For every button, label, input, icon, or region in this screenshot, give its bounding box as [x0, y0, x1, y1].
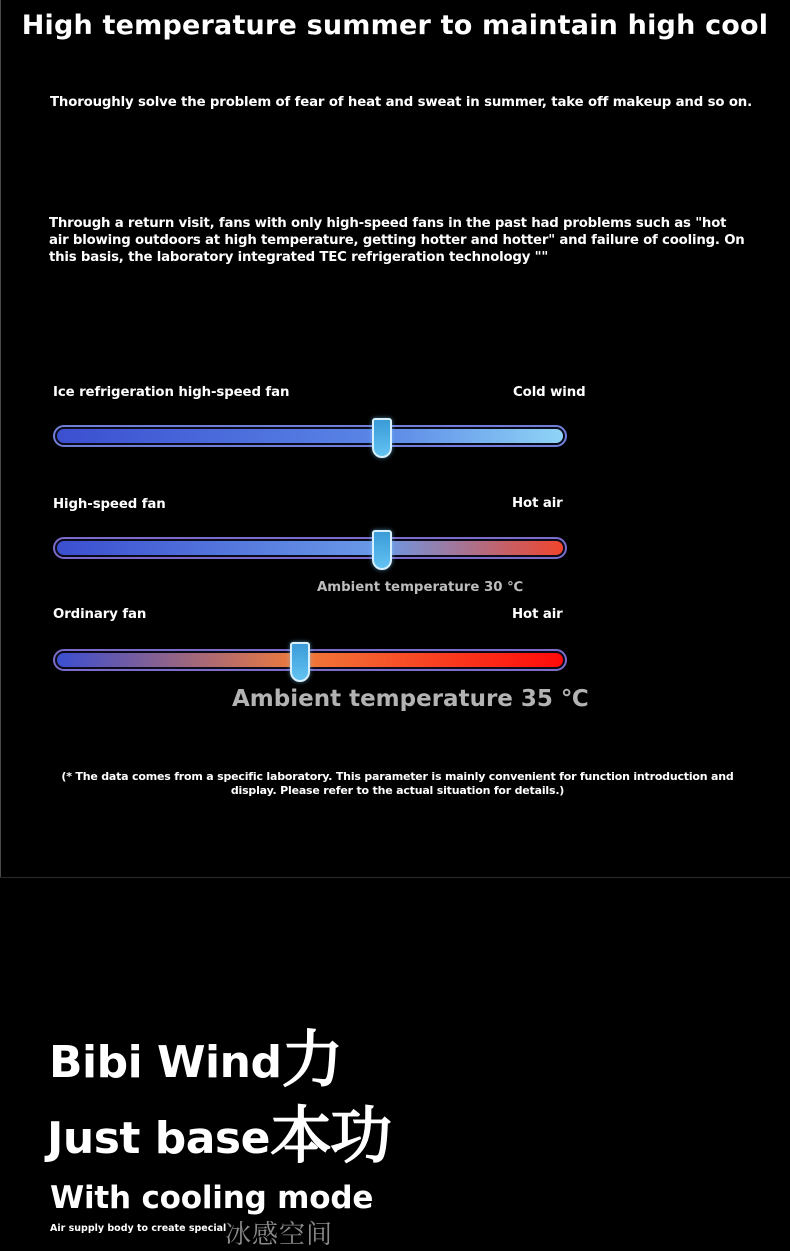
temperature-bar-ordinary-fan: [53, 649, 567, 671]
temperature-fill: [57, 429, 563, 443]
ice-space-text: 冰感空间: [225, 1220, 334, 1250]
promo-line-basics: [47, 1086, 390, 1175]
lab-data-footnote: (* The data comes from a specific laboratory. This parameter is mainly convenient for function introduction and display. Please refer to the actual situation for details.): [61, 770, 734, 797]
air-supply-text: Air supply body to create special: [50, 1223, 227, 1234]
bar-result-hot-air: Hot air: [512, 607, 563, 622]
bar-label-ice-fan: Ice refrigeration high-speed fan: [53, 385, 290, 400]
slider-knob-ordinary-fan: [290, 642, 310, 682]
ambient-temperature-35: Ambient temperature 35 ℃: [232, 686, 589, 712]
promo-line2-cjk: 本功: [269, 1099, 390, 1172]
intro-text: Thoroughly solve the problem of fear of heat and sweat in summer, take off makeup and so on.: [50, 95, 753, 110]
story-text: Through a return visit, fans with only high-speed fans in the past had problems such as "hot air blowing outdoors at high temperature, getting hotter and hotter" and failure of cooling. On this basis, the laboratory integrated TEC refrigeration technology "": [49, 216, 745, 265]
temperature-bar-ice-fan: [53, 425, 567, 447]
page-headline: High temperature summer to maintain high cool: [21, 10, 769, 41]
promo-line1-cjk: 力: [281, 1023, 342, 1096]
temperature-fill: [57, 541, 563, 555]
slider-knob-ice-fan: [372, 418, 392, 458]
temperature-bar-high-speed-fan: [53, 537, 567, 559]
bar-label-high-speed-fan: High-speed fan: [53, 497, 166, 512]
bar-result-cold-wind: Cold wind: [513, 385, 586, 400]
temperature-fill: [57, 653, 563, 667]
slider-knob-high-speed-fan: [372, 530, 392, 570]
cooling-mode-title: With cooling mode: [50, 1180, 374, 1216]
section-edge-line: [0, 0, 1, 878]
bar-result-hot-air: Hot air: [512, 496, 563, 511]
bar-label-ordinary-fan: Ordinary fan: [53, 607, 147, 622]
ambient-temperature-30: Ambient temperature 30 ℃: [317, 580, 524, 595]
promo-line1-en: Bibi Wind: [49, 1037, 282, 1088]
promo-line2-en: Just base: [47, 1113, 270, 1164]
